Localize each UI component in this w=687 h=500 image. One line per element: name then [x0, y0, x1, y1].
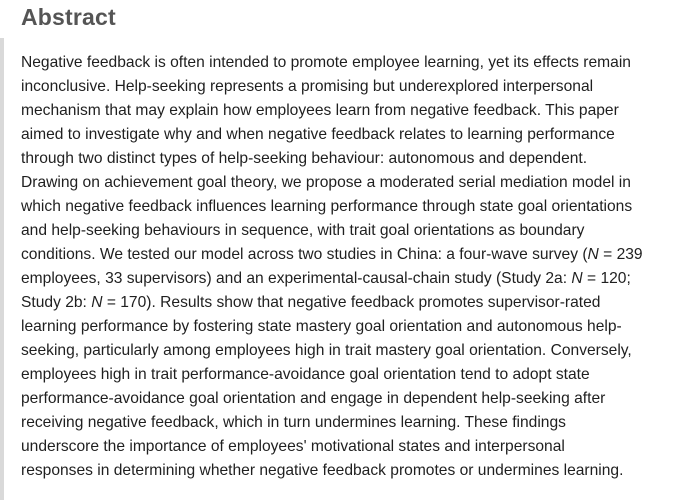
abstract-line: inconclusive. Help-seeking represents a promising but underexplored interpersonal: [21, 78, 594, 95]
left-border-rule: [0, 38, 4, 500]
abstract-line: Negative feedback is often intended to promote employee learning, yet its effects remain: [21, 54, 631, 71]
abstract-line: which negative feedback influences learning performance through state goal orientations: [21, 198, 633, 215]
abstract-line: performance-avoidance goal orientation and engage in dependent help-seeking after: [21, 390, 606, 407]
abstract-line: employees high in trait performance-avoidance goal orientation tend to adopt state: [21, 366, 590, 383]
abstract-line: = 120;: [582, 270, 631, 287]
abstract-line: = 170). Results show that negative feedback promotes supervisor-rated: [102, 294, 601, 311]
abstract-line: aimed to investigate why and when negative feedback relates to learning performance: [21, 126, 615, 143]
abstract-line: mechanism that may explain how employees learn from negative feedback. This paper: [21, 102, 619, 119]
abstract-line: Drawing on achievement goal theory, we propose a moderated serial mediation model in: [21, 174, 631, 191]
abstract-line: employees, 33 supervisors) and an experimental-causal-chain study (Study 2a:: [21, 270, 572, 287]
abstract-body: [21, 51, 687, 483]
abstract-line: through two distinct types of help-seeking behaviour: autonomous and dependent.: [21, 150, 588, 167]
abstract-line: Study 2b:: [21, 294, 92, 311]
sample-size-symbol: N: [587, 246, 599, 263]
sample-size-symbol: N: [91, 294, 103, 311]
abstract-line: underscore the importance of employees' motivational states and interpersonal: [21, 438, 565, 455]
abstract-line: = 239: [598, 246, 643, 263]
abstract-line: learning performance by fostering state mastery goal orientation and autonomous help-: [21, 318, 622, 335]
abstract-line: conditions. We tested our model across two studies in China: a four-wave survey (: [21, 246, 588, 263]
abstract-heading: Abstract: [21, 4, 116, 30]
abstract-line: seeking, particularly among employees high in trait mastery goal orientation. Conversely,: [21, 342, 632, 359]
abstract-line: receiving negative feedback, which in turn undermines learning. These findings: [21, 414, 566, 431]
abstract-line: and help-seeking behaviours in sequence, with trait goal orientations as boundary: [21, 222, 585, 239]
sample-size-symbol: N: [571, 270, 583, 287]
abstract-line: responses in determining whether negative feedback promotes or undermines learning.: [21, 462, 624, 479]
